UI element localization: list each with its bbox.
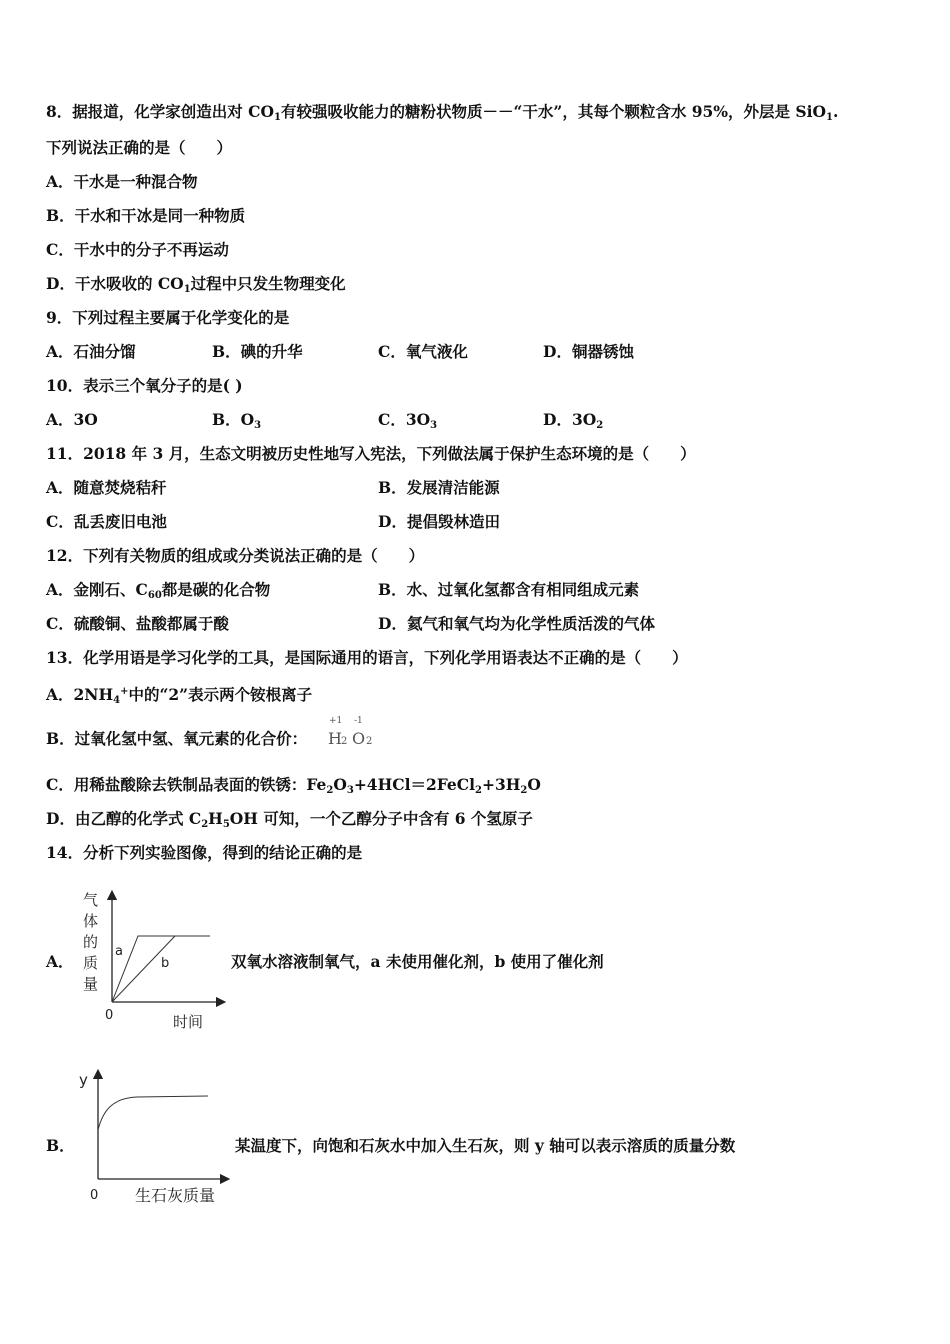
chart-a-y-label-2: 体 — [83, 912, 99, 930]
q14-chart-a — [75, 885, 235, 1035]
q8-option-d: D．干水吸收的 $CO_1$过程中只发生物理变化 — [46, 274, 346, 295]
q9-stem: 9．下列过程主要属于化学变化的是 — [46, 308, 290, 327]
q13-valence-formula: +1 -1 H 2 O 2 — [328, 716, 373, 748]
chart-b-curve — [98, 1096, 208, 1130]
q8-stem: 8．据报道，化学家创造出对 $CO_1$有较强吸收能力的糖粉状物质－－“干水”，其每个颗粒含水 95%，外层是 SiO$_1$. — [46, 102, 839, 123]
chart-a-y-label-4: 质 — [83, 954, 99, 972]
chart-a-series-a-label: a — [115, 944, 123, 959]
q13-option-d: D．由乙醇的化学式 $C_2H_5OH$ 可知，一个乙醇分子中含有 6 个氢原子 — [46, 809, 533, 830]
q12-option-b: B．水、过氧化氢都含有相同组成元素 — [378, 580, 640, 599]
chart-b-origin: 0 — [90, 1188, 99, 1203]
q14-option-a-text: 双氧水溶液制氧气，a 未使用催化剂，b 使用了催化剂 — [231, 952, 604, 971]
q12-option-d: D．氦气和氧气均为化学性质活泼的气体 — [378, 614, 655, 633]
q10-stem: 10．表示三个氧分子的是( ) — [46, 376, 243, 395]
q13-option-b: B．过氧化氢中氢、氧元素的化合价： — [46, 729, 308, 748]
q11-option-a: A．随意焚烧秸秆 — [46, 478, 167, 497]
chart-b-x-label: 生石灰质量 — [135, 1186, 216, 1205]
q9-option-b: B．碘的升华 — [212, 342, 303, 361]
q9-option-c: C．氧气液化 — [378, 342, 468, 361]
q9-option-a: A．石油分馏 — [46, 342, 136, 361]
chart-a-series-b-label: b — [161, 956, 170, 971]
q13-stem: 13．化学用语是学习化学的工具，是国际通用的语言，下列化学用语表达不正确的是（ ） — [46, 648, 688, 667]
q10-option-c: C．$3O_3$ — [378, 410, 438, 431]
q14-option-b-text: 某温度下，向饱和石灰水中加入生石灰，则 y 轴可以表示溶质的质量分数 — [235, 1136, 736, 1155]
q13-option-a: A．$2NH_4^+$中的“2”表示两个铵根离子 — [46, 685, 313, 706]
q8-option-c: C．干水中的分子不再运动 — [46, 240, 229, 259]
q14-option-a-label: A． — [46, 952, 74, 971]
q8-option-a: A．干水是一种混合物 — [46, 172, 198, 191]
q13-option-c: C．用稀盐酸除去铁制品表面的铁锈：$Fe_2O_3+4HCl=2FeCl_2+3H_2O$ — [46, 775, 541, 796]
q11-option-d: D．提倡毁林造田 — [378, 512, 500, 531]
q9-option-d: D．铜器锈蚀 — [543, 342, 634, 361]
q14-chart-b — [75, 1062, 235, 1212]
q14-option-b-label: B． — [46, 1136, 75, 1155]
q11-option-c: C．乱丢废旧电池 — [46, 512, 167, 531]
q8-option-b: B．干水和干冰是同一种物质 — [46, 206, 246, 225]
q10-option-d: D．$3O_2$ — [543, 410, 604, 431]
chart-a-y-label-1: 气 — [83, 891, 99, 909]
chart-a-x-label: 时间 — [173, 1013, 204, 1031]
q10-option-a: A．3O — [46, 410, 98, 429]
q14-stem: 14．分析下列实验图像，得到的结论正确的是 — [46, 843, 363, 862]
q12-option-c: C．硫酸铜、盐酸都属于酸 — [46, 614, 229, 633]
q11-stem: 11．2018 年 3 月，生态文明被历史性地写入宪法，下列做法属于保护生态环境的是（ ） — [46, 444, 696, 463]
q12-option-a: A．金刚石、$C_{60}$都是碳的化合物 — [46, 580, 271, 601]
q10-option-b: B．$O_3$ — [212, 410, 262, 431]
chart-a-y-label-5: 量 — [83, 975, 99, 993]
q11-option-b: B．发展清洁能源 — [378, 478, 500, 497]
chart-b-y-label: y — [79, 1071, 88, 1089]
q8-stem-line2: 下列说法正确的是（ ） — [46, 138, 233, 157]
chart-a-y-label-3: 的 — [83, 933, 99, 951]
q12-stem: 12．下列有关物质的组成或分类说法正确的是（ ） — [46, 546, 425, 565]
chart-a-origin: 0 — [105, 1008, 114, 1023]
